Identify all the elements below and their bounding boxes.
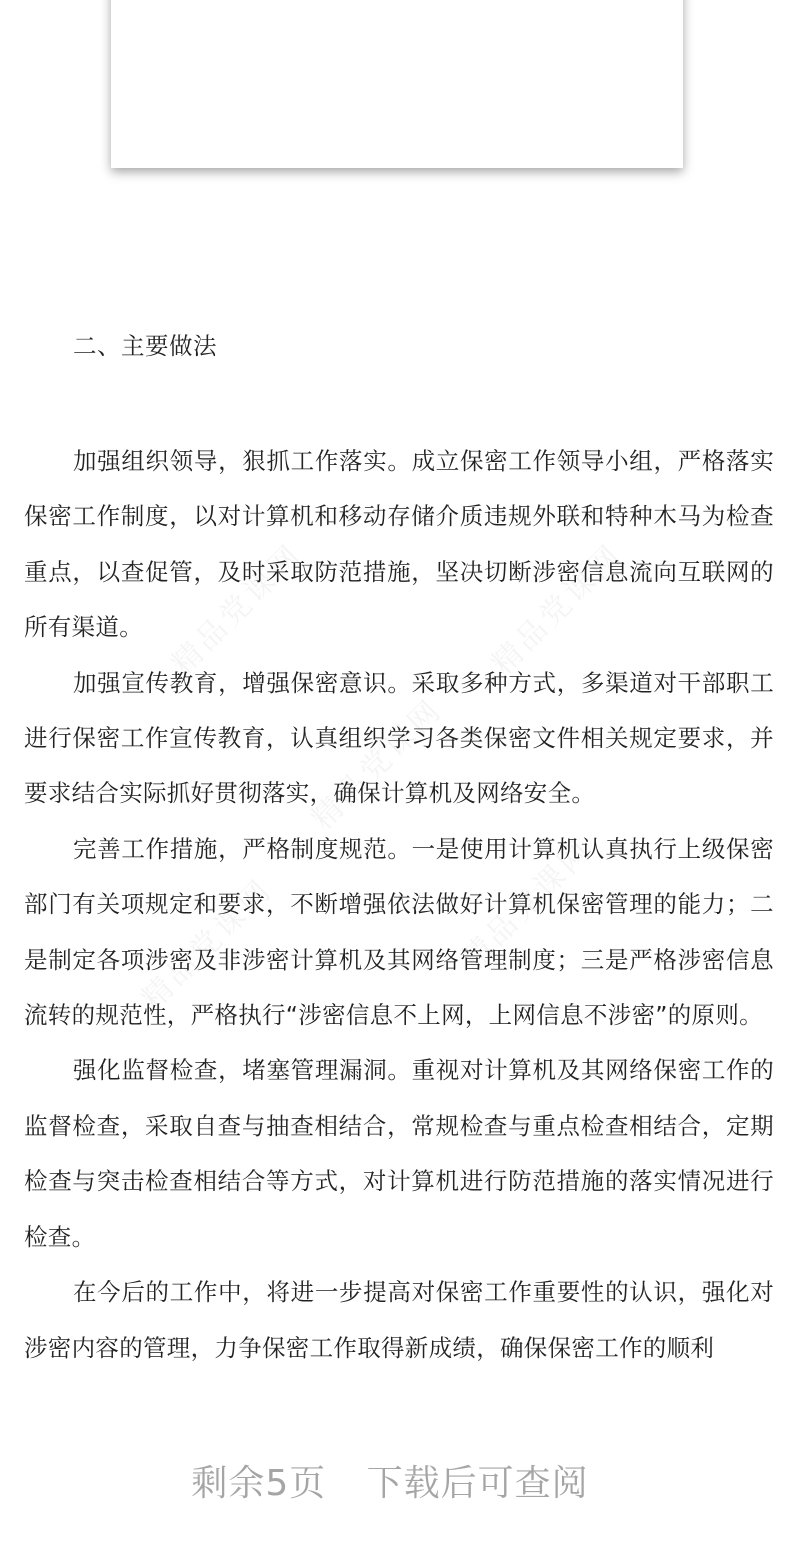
paragraph-future: 在今后的工作中，将进一步提高对保密工作重要性的认识，强化对涉密内容的管理，力争保密工作取得新成绩，确保保密工作的顺利 (24, 1278, 774, 1362)
paragraph-supervision: 强化监督检查，堵塞管理漏洞。重视对计算机及其网络保密工作的监督检查，采取自查与抽查相结合，常规检查与重点检查相结合，定期检查与突击检查相结合等方式，对计算机进行防范措施的落实情况进行检查。 (24, 1056, 774, 1251)
remaining-pages-label: 剩余5页 (191, 1463, 327, 1504)
watermark: 精品党课网 (134, 871, 280, 1017)
watermark: 精品党课网 (484, 536, 630, 682)
download-to-view-label: 下载后可查阅 (366, 1463, 589, 1504)
download-prompt[interactable] (0, 1455, 780, 1506)
section-heading: 二、主要做法 (73, 332, 217, 360)
previous-page-card (111, 0, 683, 168)
paragraph-education: 加强宣传教育，增强保密意识。采取多种方式，多渠道对干部职工进行保密工作宣传教育，认真组织学习各类保密文件相关规定要求，并要求结合实际抓好贯彻落实，确保计算机及网络安全。 (24, 668, 774, 808)
paragraph-measures: 完善工作措施，严格制度规范。一是使用计算机认真执行上级保密部门有关项规定和要求，不断增强依法做好计算机保密管理的能力；二是制定各项涉密及非涉密计算机及其网络管理制度；三是严格涉密信息流转的规范性，严格执行“涉密信息不上网，上网信息不涉密”的原则。 (24, 834, 774, 1030)
document-body (24, 319, 774, 1376)
watermark: 精品党课网 (454, 831, 600, 977)
watermark: 精品党课网 (304, 691, 450, 837)
watermark: 精品党课网 (164, 536, 310, 682)
paragraph-organization: 加强组织领导，狠抓工作落实。成立保密工作领导小组，严格落实保密工作制度，以对计算机和移动存储介质违规外联和特种木马为检查重点，以查促管，及时采取防范措施，坚决切断涉密信息流向互联网的所有渠道。 (24, 447, 774, 642)
